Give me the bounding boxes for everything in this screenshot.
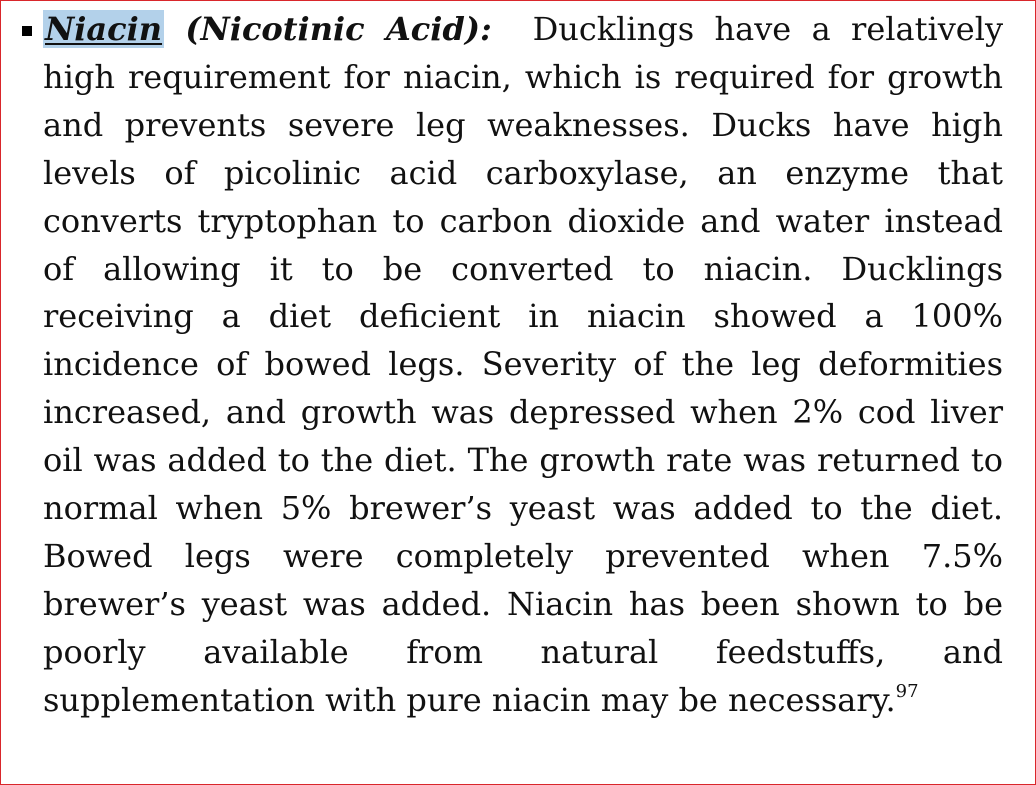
paragraph-body: Ducklings have a relatively high requirement for niacin, which is required for growth and prevents severe leg weaknesses. Ducks have high levels of picolinic acid carboxylase, an enzyme that converts tryptophan to carbon dioxide and water instead of allowing it to be converted to niacin. Ducklings receiving a diet deficient in niacin showed a 100% incidence of bowed legs. Severity of the leg deformities increased, and growth was depressed when 2% cod liver oil was added to the diet. The growth rate was returned to normal when 5% brewer’s yeast was added to the diet. Bowed legs were completely prevented when 7.5% brewer’s yeast was added. Niacin has been shown to be poorly available from natural feedstuffs, and supplementation with pure niacin may be necessary. [43, 10, 1004, 719]
square-bullet-icon [22, 26, 32, 36]
reference-superscript: 97 [895, 680, 919, 702]
term-qualifier: (Nicotinic Acid): [164, 10, 492, 48]
entry-heading [43, 10, 492, 48]
niacin-paragraph [43, 6, 1003, 725]
highlighted-term-niacin[interactable]: Niacin [45, 10, 163, 48]
